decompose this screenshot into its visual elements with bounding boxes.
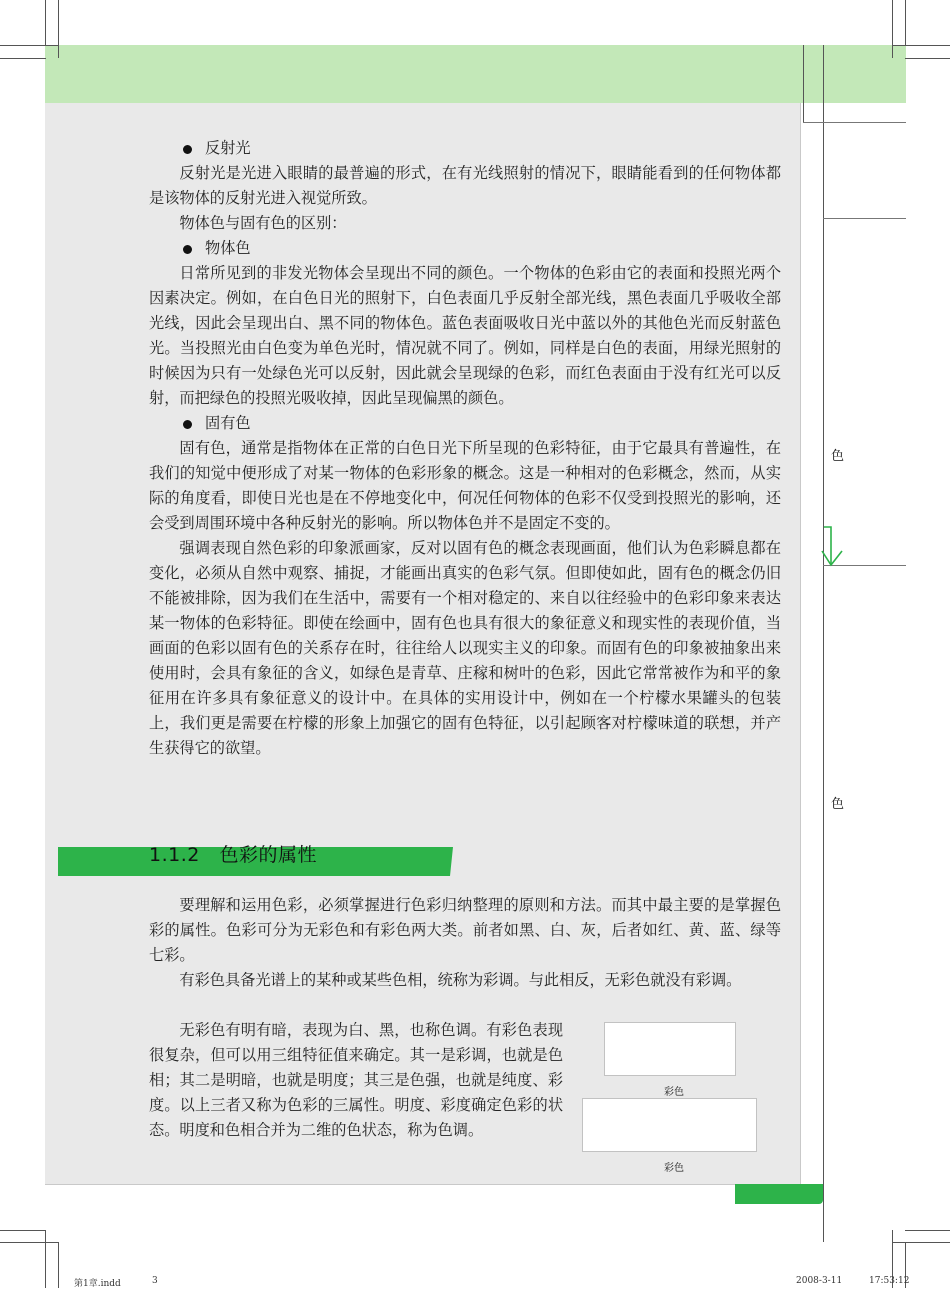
- paragraph-difference: 物体色与固有色的区别：: [179, 214, 347, 232]
- crop-mark-bottom-left-h: [0, 1230, 46, 1231]
- crop-mark-top-right-v: [892, 0, 893, 58]
- paragraph-impressionism: 强调表现自然色彩的印象派画家，反对以固有色的概念表现画面，他们认为色彩瞬息都在变化，必须从自然中观察、捕捉，才能画出真实的色彩气氛。但即使如此，固有色的概念仍旧不能被排除，因为我们在生活中，需要有一个相对稳定的、来自以往经验中的色彩印象来表达某一物体的色彩特征。即使在绘画中，固有色也具有很大的象征意义和现实性的表现价值，当画面的色彩以固有色的关系存在时，往往给人以现实主义的印象。而固有色的印象被抽象出来使用时，会具有象征的含义，如绿色是青草、庄稼和树叶的色彩，因此它常常被作为和平的象征用在许多具有象征意义的设计中。在具体的实用设计中，例如在一个柠檬水果罐头的包装上，我们更是需要在柠檬的形象上加强它的固有色特征，以引起顾客对柠檬味道的联想，并产生获得它的欲望。: [149, 539, 781, 757]
- crop-mark-bottom-left-v: [45, 1230, 46, 1288]
- crop-mark-bottom-left-h2: [0, 1242, 58, 1243]
- crop-mark-top-right-h: [892, 45, 950, 46]
- paragraph-attributes-intro: 要理解和运用色彩，必须掌握进行色彩归纳整理的原则和方法。而其中最主要的是掌握色彩的属性。色彩可分为无彩色和有彩色两大类。前者如黑、白、灰，后者如红、黄、蓝、绿等七彩。: [149, 896, 781, 964]
- slug-file-name: 第1章.indd: [74, 1279, 121, 1289]
- crop-mark-bottom-right-h: [892, 1242, 950, 1243]
- crop-mark-top-right-v2: [905, 0, 906, 46]
- crop-mark-bottom-left-v2: [58, 1242, 59, 1288]
- paragraph-achromatic: 无彩色有明有暗，表现为白、黑，也称色调。有彩色表现很复杂，但可以用三组特征值来确定。其一是彩调，也就是色相；其二是明暗，也就是明度；其三是色强，也就是纯度、彩度。以上三者又称为色彩的三属性。明度、彩度确定色彩的状态。明度和色相合并为二维的色状态，称为色调。: [149, 1021, 563, 1139]
- margin-rule-v1: [803, 45, 804, 123]
- figure-caption-2: 彩色: [664, 1163, 684, 1174]
- section-body: [149, 893, 781, 993]
- side-label-color-2: 色: [831, 797, 845, 812]
- body-text-top: [149, 136, 781, 761]
- page-edge-bottom: [45, 1184, 801, 1185]
- figure-placeholder-2: [582, 1098, 757, 1152]
- slug-time: 17:53:12: [869, 1276, 910, 1286]
- header-band: [45, 45, 906, 103]
- crop-mark-top-right-h2: [905, 58, 950, 59]
- section-heading: [149, 840, 317, 867]
- slug-date: 2008-3-11: [796, 1276, 843, 1286]
- bullet-item-reflect: 反射光: [149, 136, 781, 161]
- paragraph-reflect: 反射光是光进入眼睛的最普遍的形式，在有光线照射的情况下，眼睛能看到的任何物体都是该物体的反射光进入视觉所致。: [149, 164, 781, 207]
- section-body-narrow: [149, 1018, 563, 1143]
- footer-bar: [735, 1184, 823, 1204]
- section-number: 1.1.2: [149, 844, 200, 866]
- margin-rule-h2: [823, 218, 906, 219]
- paragraph-inherent-color: 固有色，通常是指物体在正常的白色日光下所呈现的色彩特征，由于它最具有普遍性，在我们的知觉中便形成了对某一物体的色彩形象的概念。这是一种相对的色彩概念，然而，从实际的角度看，即使日光也是在不停地变化中，何况任何物体的色彩不仅受到投照光的影响，还会受到周围环境中各种反射光的影响。所以物体色并不是固定不变的。: [149, 439, 781, 532]
- side-label-color-1: 色: [831, 449, 845, 464]
- down-arrow-icon: [818, 525, 852, 569]
- crop-mark-top-left-h: [0, 45, 58, 46]
- crop-mark-top-left-v: [58, 0, 59, 58]
- section-title: 色彩的属性: [219, 844, 317, 866]
- bullet-item-inherent-color: 固有色: [149, 411, 781, 436]
- crop-mark-bottom-right-h2: [905, 1230, 950, 1231]
- figure-placeholder-1: [604, 1022, 736, 1076]
- margin-rule-v2: [823, 45, 824, 1242]
- margin-rule-h1: [803, 122, 906, 123]
- figure-caption-1: 彩色: [664, 1087, 684, 1098]
- page-edge-right: [800, 45, 801, 1185]
- crop-mark-top-left-h2: [0, 58, 46, 59]
- crop-mark-top-left-v2: [45, 0, 46, 46]
- slug-page-number: 3: [152, 1276, 158, 1286]
- paragraph-chromatic: 有彩色具备光谱上的某种或某些色相，统称为彩调。与此相反，无彩色就没有彩调。: [179, 971, 742, 989]
- paragraph-object-color: 日常所见到的非发光物体会呈现出不同的颜色。一个物体的色彩由它的表面和投照光两个因素决定。例如，在白色日光的照射下，白色表面几乎反射全部光线，黑色表面几乎吸收全部光线，因此会呈现出白、黑不同的物体色。蓝色表面吸收日光中蓝以外的其他色光而反射蓝色光。当投照光由白色变为单色光时，情况就不同了。例如，同样是白色的表面，用绿光照射的时候因为只有一处绿色光可以反射，因此就会呈现绿的色彩，而红色表面由于没有红光可以反射，而把绿色的投照光吸收掉，因此呈现偏黑的颜色。: [149, 264, 781, 407]
- bullet-item-object-color: 物体色: [149, 236, 781, 261]
